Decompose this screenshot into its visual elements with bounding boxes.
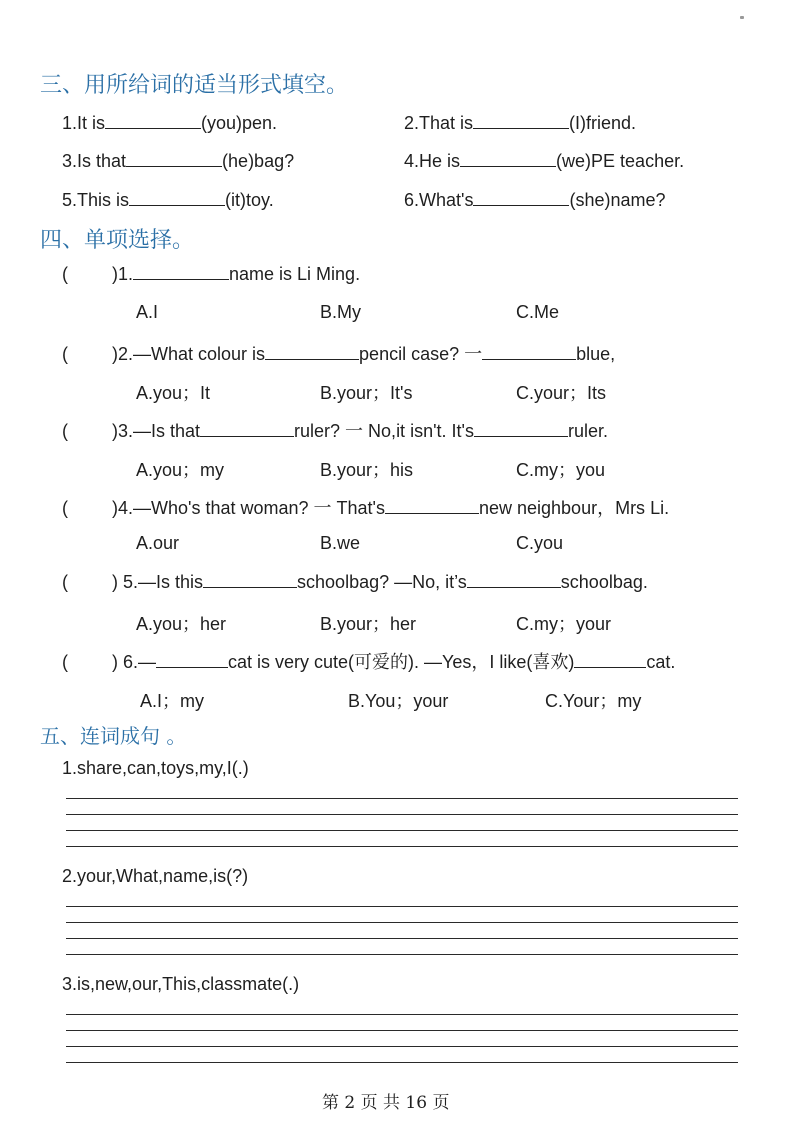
q2-option-a[interactable]: A.you；It xyxy=(136,383,211,403)
question-2-stem-b: pencil case? 一 xyxy=(359,344,483,364)
answer-blank[interactable] xyxy=(482,343,576,360)
answer-paren-open[interactable]: ( xyxy=(62,498,68,518)
answer-blank[interactable] xyxy=(385,497,479,514)
question-1-stem-a: )1. xyxy=(112,264,134,284)
q3-option-c[interactable]: C.my；you xyxy=(516,460,606,480)
fill-item-6-pre: 6.What's xyxy=(404,190,474,210)
writing-line[interactable] xyxy=(66,846,738,847)
answer-paren-open[interactable]: ( xyxy=(62,572,68,592)
answer-blank[interactable] xyxy=(460,150,556,167)
fill-item-3-post: (he)bag? xyxy=(222,151,295,171)
answer-blank[interactable] xyxy=(133,263,229,280)
question-5-stem-a: ) 5.—Is this xyxy=(112,572,204,592)
answer-blank[interactable] xyxy=(129,189,225,206)
writing-line[interactable] xyxy=(66,938,738,939)
answer-blank[interactable] xyxy=(473,112,569,129)
question-1 xyxy=(62,263,360,285)
fill-item-2-post: (I)friend. xyxy=(569,113,637,133)
q4-option-b[interactable]: B.we xyxy=(320,533,361,553)
question-2-stem-c: blue, xyxy=(576,344,616,364)
fill-item-4 xyxy=(404,150,684,172)
question-3-stem-a: )3.—Is that xyxy=(112,421,201,441)
question-4 xyxy=(62,494,669,520)
fill-item-4-pre: 4.He is xyxy=(404,151,461,171)
fill-item-3-pre: 3.Is that xyxy=(62,151,127,171)
fill-item-1-pre: 1.It is xyxy=(62,113,106,133)
q6-option-a[interactable]: A.I；my xyxy=(140,691,205,711)
page-number: 第 2 页 共 16 页 xyxy=(322,1093,450,1113)
writing-line[interactable] xyxy=(66,1014,738,1015)
question-2-stem-a: )2.—What colour is xyxy=(112,344,266,364)
answer-blank[interactable] xyxy=(265,343,359,360)
q5-option-b[interactable]: B.your；her xyxy=(320,614,417,634)
writing-line[interactable] xyxy=(66,1030,738,1031)
sentence-prompt-1: 1.share,can,toys,my,I(.) xyxy=(62,758,249,778)
writing-line[interactable] xyxy=(66,830,738,831)
answer-blank[interactable] xyxy=(467,571,561,588)
section3-heading: 三、用所给词的适当形式填空。 xyxy=(40,73,349,98)
writing-line[interactable] xyxy=(66,1046,738,1047)
writing-line[interactable] xyxy=(66,954,738,955)
writing-line[interactable] xyxy=(66,1062,738,1063)
answer-blank[interactable] xyxy=(156,651,228,668)
writing-line[interactable] xyxy=(66,922,738,923)
fill-item-5-post: (it)toy. xyxy=(225,190,274,210)
answer-paren-open[interactable]: ( xyxy=(62,264,68,284)
fill-item-2 xyxy=(404,112,636,134)
answer-blank[interactable] xyxy=(474,420,568,437)
section5-heading: 五、连词成句 。 xyxy=(40,724,187,748)
question-4-stem-b: new neighbour，Mrs Li. xyxy=(478,498,670,518)
question-5-stem-c: schoolbag. xyxy=(560,572,648,592)
fill-item-5 xyxy=(62,189,274,211)
section4-heading: 四、单项选择。 xyxy=(40,228,195,253)
sentence-prompt-3: 3.is,new,our,This,classmate(.) xyxy=(62,974,300,994)
q1-option-b[interactable]: B.My xyxy=(320,302,362,322)
q2-option-b[interactable]: B.your；It's xyxy=(320,383,413,403)
question-5-stem-b: schoolbag? —No, it’s xyxy=(297,572,467,592)
answer-blank[interactable] xyxy=(574,651,646,668)
question-1-stem-b: name is Li Ming. xyxy=(229,264,361,284)
q1-option-a[interactable]: A.I xyxy=(136,302,159,322)
q3-option-a[interactable]: A.you；my xyxy=(136,460,225,480)
q1-option-c[interactable]: C.Me xyxy=(516,302,560,322)
fill-item-2-pre: 2.That is xyxy=(404,113,474,133)
q6-option-b[interactable]: B.You；your xyxy=(348,691,449,711)
corner-mark xyxy=(740,16,744,19)
q6-option-c[interactable]: C.Your；my xyxy=(545,691,642,711)
fill-item-4-post: (we)PE teacher. xyxy=(556,151,685,171)
fill-item-6 xyxy=(404,189,666,211)
answer-paren-open[interactable]: ( xyxy=(62,421,68,441)
question-3-stem-c: ruler. xyxy=(567,421,608,441)
fill-item-1 xyxy=(62,112,277,134)
question-6 xyxy=(62,648,675,674)
q3-option-b[interactable]: B.your；his xyxy=(320,460,414,480)
fill-item-6-post: (she)name? xyxy=(569,190,666,210)
writing-line[interactable] xyxy=(66,814,738,815)
fill-item-1-post: (you)pen. xyxy=(201,113,278,133)
question-6-stem-a: ) 6.— xyxy=(112,652,157,672)
answer-blank[interactable] xyxy=(473,189,569,206)
writing-line[interactable] xyxy=(66,798,738,799)
fill-item-3 xyxy=(62,150,294,172)
answer-blank[interactable] xyxy=(200,420,294,437)
question-3 xyxy=(62,417,608,443)
question-4-stem-a: )4.—Who's that woman? 一 That's xyxy=(112,498,385,518)
question-6-stem-c: cat. xyxy=(646,652,676,672)
question-5 xyxy=(62,571,648,593)
answer-paren-open[interactable]: ( xyxy=(62,652,68,672)
q5-option-c[interactable]: C.my；your xyxy=(516,614,612,634)
q5-option-a[interactable]: A.you；her xyxy=(136,614,227,634)
q4-option-a[interactable]: A.our xyxy=(136,533,180,553)
question-2 xyxy=(62,340,615,366)
fill-item-5-pre: 5.This is xyxy=(62,190,130,210)
q4-option-c[interactable]: C.you xyxy=(516,533,564,553)
writing-line[interactable] xyxy=(66,906,738,907)
answer-paren-open[interactable]: ( xyxy=(62,344,68,364)
q2-option-c[interactable]: C.your；Its xyxy=(516,383,607,403)
question-3-stem-b: ruler? 一 No,it isn't. It's xyxy=(294,421,474,441)
question-6-stem-b: cat is very cute(可爱的). —Yes，I like(喜欢) xyxy=(228,652,575,672)
answer-blank[interactable] xyxy=(126,150,222,167)
answer-blank[interactable] xyxy=(203,571,297,588)
answer-blank[interactable] xyxy=(105,112,201,129)
sentence-prompt-2: 2.your,What,name,is(?) xyxy=(62,866,249,886)
